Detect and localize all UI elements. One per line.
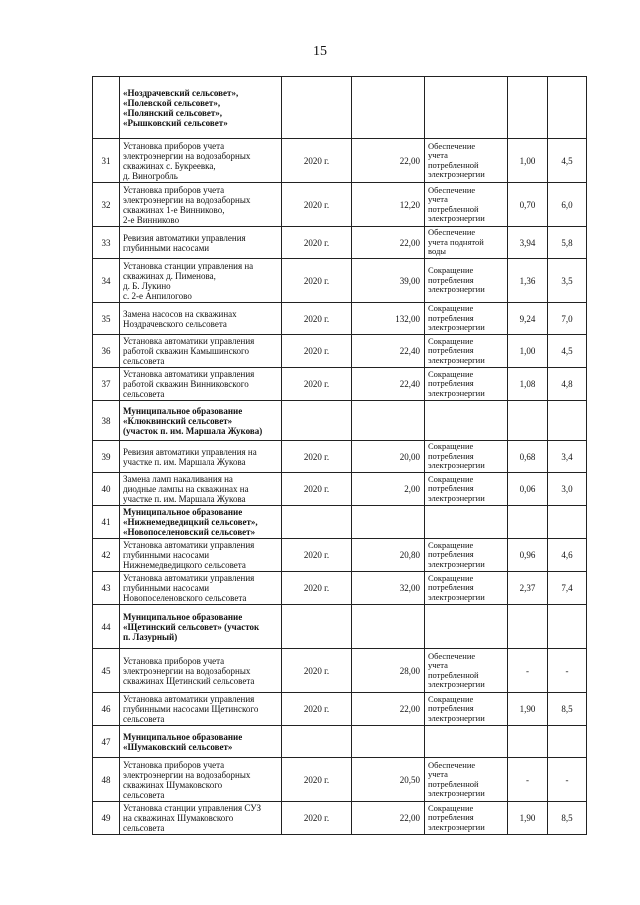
row-number: 39	[93, 441, 120, 473]
measure-description: Муниципальное образование «Клюквинский сельсовет» (участок п. им. Маршала Жукова)	[120, 401, 282, 441]
cost-value: 28,00	[352, 649, 425, 693]
row-number: 42	[93, 539, 120, 572]
savings-value	[508, 605, 548, 649]
savings-value: 0,70	[508, 183, 548, 227]
payback-value: 3,4	[548, 441, 587, 473]
implementation-year: 2020 г.	[282, 693, 352, 726]
measure-description: Установка приборов учета электроэнергии на водозаборных скважинах Шумаковского сельсовета	[120, 758, 282, 802]
savings-value: -	[508, 758, 548, 802]
measure-description: Муниципальное образование «Щетинский сельсовет» (участок п. Лазурный)	[120, 605, 282, 649]
savings-value: 1,00	[508, 335, 548, 368]
cost-value	[352, 401, 425, 441]
expected-effect: Сокращение потребления электроэнергии	[425, 693, 508, 726]
row-number: 45	[93, 649, 120, 693]
cost-value: 2,00	[352, 473, 425, 506]
table-row	[93, 506, 587, 539]
implementation-year: 2020 г.	[282, 227, 352, 259]
implementation-year: 2020 г.	[282, 183, 352, 227]
measure-description: Установка автоматики управления глубинными насосами Щетинского сельсовета	[120, 693, 282, 726]
implementation-year: 2020 г.	[282, 539, 352, 572]
implementation-year	[282, 77, 352, 139]
cost-value: 22,00	[352, 227, 425, 259]
payback-value: 3,5	[548, 259, 587, 303]
page-number: 15	[313, 44, 327, 59]
row-number: 48	[93, 758, 120, 802]
expected-effect: Сокращение потребления электроэнергии	[425, 368, 508, 401]
payback-value: -	[548, 649, 587, 693]
table-row	[93, 259, 587, 303]
table-row	[93, 726, 587, 758]
row-number: 31	[93, 139, 120, 183]
table-row	[93, 227, 587, 259]
payback-value: 4,5	[548, 335, 587, 368]
table-row	[93, 539, 587, 572]
payback-value: 7,0	[548, 303, 587, 335]
implementation-year: 2020 г.	[282, 303, 352, 335]
row-number: 40	[93, 473, 120, 506]
implementation-year: 2020 г.	[282, 802, 352, 835]
cost-value	[352, 77, 425, 139]
payback-value: -	[548, 758, 587, 802]
table-row	[93, 77, 587, 139]
implementation-year: 2020 г.	[282, 259, 352, 303]
payback-value: 3,0	[548, 473, 587, 506]
expected-effect	[425, 77, 508, 139]
implementation-year	[282, 506, 352, 539]
expected-effect: Сокращение потребления электроэнергии	[425, 303, 508, 335]
savings-value	[508, 401, 548, 441]
cost-value: 132,00	[352, 303, 425, 335]
expected-effect	[425, 401, 508, 441]
cost-value: 20,00	[352, 441, 425, 473]
cost-value: 22,40	[352, 335, 425, 368]
cost-value: 22,40	[352, 368, 425, 401]
expected-effect: Обеспечение учета потребленной электроэнергии	[425, 758, 508, 802]
row-number: 41	[93, 506, 120, 539]
payback-value: 7,4	[548, 572, 587, 605]
savings-value: 3,94	[508, 227, 548, 259]
table-row	[93, 473, 587, 506]
expected-effect	[425, 605, 508, 649]
row-number: 34	[93, 259, 120, 303]
savings-value	[508, 77, 548, 139]
row-number: 46	[93, 693, 120, 726]
payback-value: 4,6	[548, 539, 587, 572]
cost-value	[352, 726, 425, 758]
payback-value	[548, 506, 587, 539]
cost-value: 22,00	[352, 139, 425, 183]
measure-description: Установка приборов учета электроэнергии на водозаборных скважинах с. Букреевка, д. Виногробль	[120, 139, 282, 183]
table-row	[93, 693, 587, 726]
expected-effect: Обеспечение учета потребленной электроэнергии	[425, 649, 508, 693]
measure-description: Установка станции управления на скважинах д. Пименова, д. Б. Лукино с. 2-е Анпилогово	[120, 259, 282, 303]
table-row	[93, 139, 587, 183]
measure-description: Замена ламп накаливания на диодные лампы на скважинах на участке п. им. Маршала Жукова	[120, 473, 282, 506]
expected-effect: Сокращение потребления электроэнергии	[425, 259, 508, 303]
cost-value: 20,80	[352, 539, 425, 572]
implementation-year: 2020 г.	[282, 441, 352, 473]
row-number: 38	[93, 401, 120, 441]
savings-value: 1,36	[508, 259, 548, 303]
measure-description: Установка автоматики управления работой скважин Камышинского сельсовета	[120, 335, 282, 368]
measure-description: Ревизия автоматики управления глубинными насосами	[120, 227, 282, 259]
implementation-year	[282, 726, 352, 758]
savings-value	[508, 506, 548, 539]
measure-description: Установка станции управления СУЗ на скважинах Шумаковского сельсовета	[120, 802, 282, 835]
measure-description: Установка приборов учета электроэнергии на водозаборных скважинах 1-е Винниково, 2-е Винниково	[120, 183, 282, 227]
expected-effect: Обеспечение учета поднятой воды	[425, 227, 508, 259]
measure-description: «Ноздрачевский сельсовет», «Полевской сельсовет», «Полянский сельсовет», «Рышковский сельсовет»	[120, 77, 282, 139]
savings-value: 0,68	[508, 441, 548, 473]
expected-effect: Сокращение потребления электроэнергии	[425, 802, 508, 835]
row-number: 36	[93, 335, 120, 368]
expected-effect: Обеспечение учета потребленной электроэнергии	[425, 139, 508, 183]
savings-value: 1,90	[508, 802, 548, 835]
measure-description: Установка автоматики управления работой скважин Винниковского сельсовета	[120, 368, 282, 401]
payback-value: 5,8	[548, 227, 587, 259]
payback-value	[548, 605, 587, 649]
expected-effect	[425, 506, 508, 539]
row-number: 37	[93, 368, 120, 401]
expected-effect	[425, 726, 508, 758]
savings-value: -	[508, 649, 548, 693]
cost-value: 20,50	[352, 758, 425, 802]
implementation-year: 2020 г.	[282, 139, 352, 183]
table-row	[93, 758, 587, 802]
payback-value: 8,5	[548, 693, 587, 726]
measure-description: Ревизия автоматики управления на участке п. им. Маршала Жукова	[120, 441, 282, 473]
cost-value: 22,00	[352, 802, 425, 835]
cost-value: 22,00	[352, 693, 425, 726]
expected-effect: Сокращение потребления электроэнергии	[425, 572, 508, 605]
expected-effect: Сокращение потребления электроэнергии	[425, 539, 508, 572]
table-row	[93, 303, 587, 335]
implementation-year: 2020 г.	[282, 649, 352, 693]
expected-effect: Обеспечение учета потребленной электроэнергии	[425, 183, 508, 227]
measures-table	[92, 76, 587, 835]
payback-value	[548, 726, 587, 758]
row-number: 33	[93, 227, 120, 259]
savings-value: 0,06	[508, 473, 548, 506]
row-number	[93, 77, 120, 139]
measure-description: Установка автоматики управления глубинными насосами Нижнемедведицкого сельсовета	[120, 539, 282, 572]
implementation-year	[282, 605, 352, 649]
cost-value: 12,20	[352, 183, 425, 227]
row-number: 49	[93, 802, 120, 835]
measure-description: Муниципальное образование «Шумаковский сельсовет»	[120, 726, 282, 758]
expected-effect: Сокращение потребления электроэнергии	[425, 441, 508, 473]
payback-value	[548, 401, 587, 441]
measure-description: Установка автоматики управления глубинными насосами Новопоселеновского сельсовета	[120, 572, 282, 605]
row-number: 47	[93, 726, 120, 758]
savings-value: 1,08	[508, 368, 548, 401]
table-row	[93, 401, 587, 441]
savings-value: 1,90	[508, 693, 548, 726]
payback-value: 8,5	[548, 802, 587, 835]
table-body	[93, 77, 587, 835]
measure-description: Муниципальное образование «Нижнемедведицкий сельсовет», «Новопоселеновский сельсовет»	[120, 506, 282, 539]
savings-value: 1,00	[508, 139, 548, 183]
cost-value	[352, 506, 425, 539]
payback-value: 4,5	[548, 139, 587, 183]
table-row	[93, 605, 587, 649]
table-row	[93, 183, 587, 227]
savings-value: 0,96	[508, 539, 548, 572]
row-number: 35	[93, 303, 120, 335]
implementation-year: 2020 г.	[282, 335, 352, 368]
payback-value	[548, 77, 587, 139]
expected-effect: Сокращение потребления электроэнергии	[425, 473, 508, 506]
savings-value: 2,37	[508, 572, 548, 605]
measure-description: Замена насосов на скважинах Ноздрачевского сельсовета	[120, 303, 282, 335]
row-number: 32	[93, 183, 120, 227]
implementation-year: 2020 г.	[282, 572, 352, 605]
table-row	[93, 335, 587, 368]
savings-value	[508, 726, 548, 758]
measure-description: Установка приборов учета электроэнергии на водозаборных скважинах Щетинский сельсовета	[120, 649, 282, 693]
row-number: 43	[93, 572, 120, 605]
implementation-year	[282, 401, 352, 441]
cost-value: 39,00	[352, 259, 425, 303]
table-row	[93, 572, 587, 605]
row-number: 44	[93, 605, 120, 649]
expected-effect: Сокращение потребления электроэнергии	[425, 335, 508, 368]
savings-value: 9,24	[508, 303, 548, 335]
cost-value: 32,00	[352, 572, 425, 605]
table-row	[93, 802, 587, 835]
table-row	[93, 441, 587, 473]
payback-value: 4,8	[548, 368, 587, 401]
table-row	[93, 368, 587, 401]
implementation-year: 2020 г.	[282, 473, 352, 506]
cost-value	[352, 605, 425, 649]
payback-value: 6,0	[548, 183, 587, 227]
implementation-year: 2020 г.	[282, 368, 352, 401]
implementation-year: 2020 г.	[282, 758, 352, 802]
table-row	[93, 649, 587, 693]
